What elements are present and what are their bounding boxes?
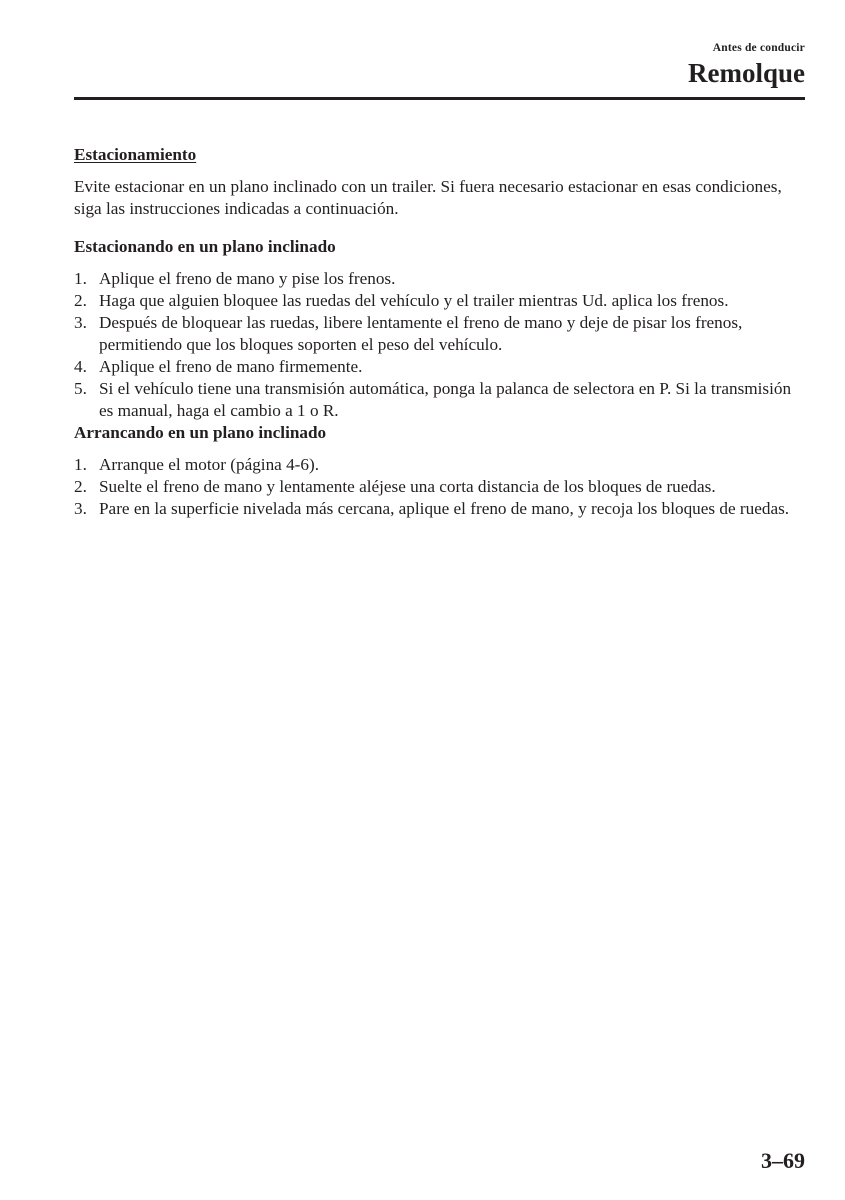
step-text: Si el vehículo tiene una transmisión automática, ponga la palanca de selectora en P. Si la transmisión es manual, haga el cambio a 1 o R. bbox=[99, 379, 792, 420]
parking-steps-list bbox=[74, 268, 809, 422]
step-text: Suelte el freno de mano y lentamente aléjese una corta distancia de los bloques de ruedas. bbox=[99, 477, 716, 496]
step-text: Arranque el motor (página 4-6). bbox=[99, 455, 320, 474]
page-number: 3–69 bbox=[761, 1148, 805, 1173]
step-number: 1. bbox=[74, 455, 87, 474]
step-text: Después de bloquear las ruedas, libere lentamente el freno de mano y deje de pisar los frenos, permitiendo que los bloques soporten el peso del vehículo. bbox=[99, 313, 743, 354]
starting-heading: Arrancando en un plano inclinado bbox=[74, 423, 327, 442]
step-number: 2. bbox=[74, 477, 87, 496]
section-title: Estacionamiento bbox=[74, 145, 197, 164]
list-item bbox=[74, 498, 809, 520]
list-item bbox=[74, 312, 809, 356]
list-item bbox=[74, 378, 809, 422]
starting-steps-list bbox=[74, 454, 809, 520]
list-item bbox=[74, 356, 809, 378]
step-number: 3. bbox=[74, 499, 87, 518]
list-item bbox=[74, 476, 809, 498]
step-number: 3. bbox=[74, 313, 87, 332]
header-divider bbox=[74, 97, 805, 100]
step-text: Pare en la superficie nivelada más cercana, aplique el freno de mano, y recoja los bloques de ruedas. bbox=[99, 499, 790, 518]
step-number: 4. bbox=[74, 357, 87, 376]
list-item bbox=[74, 268, 809, 290]
intro-paragraph: Evite estacionar en un plano inclinado con un trailer. Si fuera necesario estacionar en esas condiciones, siga las instrucciones indicadas a continuación. bbox=[74, 177, 782, 218]
parking-heading: Estacionando en un plano inclinado bbox=[74, 237, 336, 256]
step-number: 1. bbox=[74, 269, 87, 288]
step-text: Aplique el freno de mano firmemente. bbox=[99, 357, 363, 376]
step-text: Aplique el freno de mano y pise los frenos. bbox=[99, 269, 396, 288]
page-header bbox=[688, 42, 805, 88]
list-item bbox=[74, 454, 809, 476]
chapter-name: Antes de conducir bbox=[712, 42, 805, 54]
step-text: Haga que alguien bloquee las ruedas del vehículo y el trailer mientras Ud. aplica los frenos. bbox=[99, 291, 729, 310]
page-content bbox=[74, 144, 809, 520]
step-number: 2. bbox=[74, 291, 87, 310]
step-number: 5. bbox=[74, 379, 87, 398]
list-item bbox=[74, 290, 809, 312]
page-title: Remolque bbox=[688, 58, 805, 88]
